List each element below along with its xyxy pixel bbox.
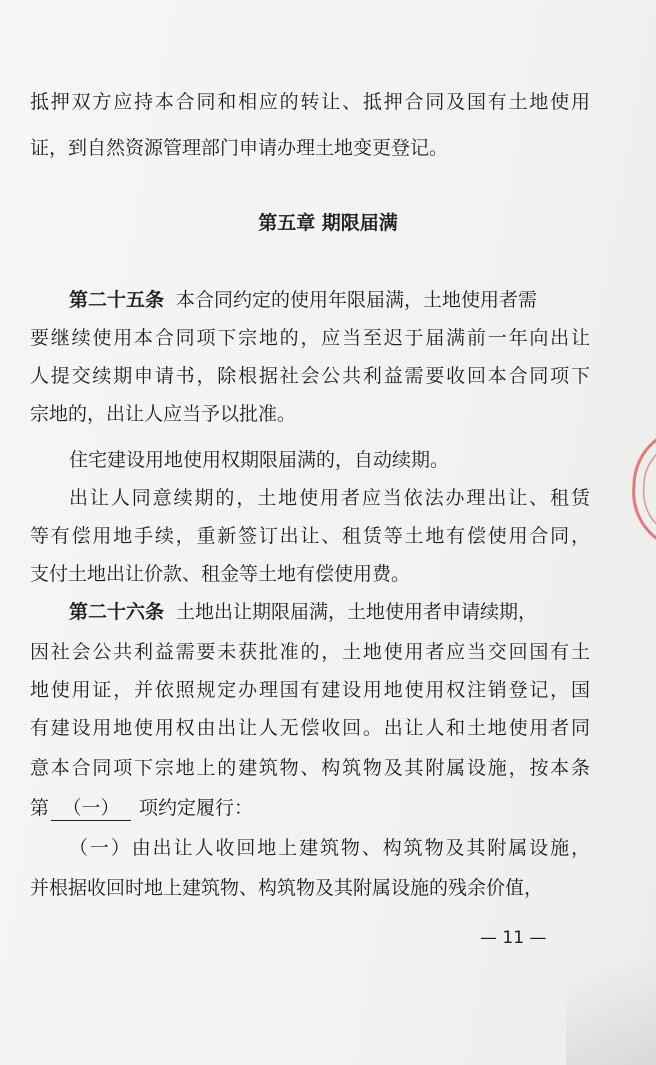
page-number: — 11 — [480,928,547,948]
chapter-title: 第五章 期限届满 [258,212,398,234]
paragraph-line: 意本合同项下宗地上的建筑物、构筑物及其附属设施，按本条 [30,757,590,779]
paragraph-line: 证，到自然资源管理部门申请办理土地变更登记。 [30,137,449,159]
clause-suffix: 项约定履行： [139,797,254,819]
paragraph-line: 出让人同意续期的，土地使用者应当依法办理出让、租赁 [69,487,590,509]
paragraph-line: 等有偿用地手续，重新签订出让、租赁等土地有偿使用合同， [30,525,590,547]
article-26-first-line [69,597,590,627]
option-one-line: （一）由出让人收回地上建筑物、构筑物及其附属设施， [69,837,590,859]
article-25-text: 本合同约定的使用年限届满，土地使用者需 [176,289,538,311]
article-25-label: 第二十五条 [69,289,165,311]
paragraph-line: 宗地的，出让人应当予以批准。 [30,403,297,425]
article-25-first-line [69,285,590,315]
clause-prefix: 第 [30,797,50,819]
paragraph-line: 要继续使用本合同项下宗地的，应当至迟于届满前一年向出让 [30,327,590,349]
option-one-line: 并根据收回时地上建筑物、构筑物及其附属设施的残余价值， [30,877,544,899]
paragraph-line: 抵押双方应持本合同和相应的转让、抵押合同及国有土地使用 [30,91,590,113]
paragraph-line: 人提交续期申请书，除根据社会公共利益需要收回本合同项下 [30,365,590,387]
clause-selection-line [30,793,590,823]
residential-paragraph: 住宅建设用地使用权期限届满的，自动续期。 [69,449,450,471]
article-26-label: 第二十六条 [69,601,165,623]
paragraph-line: 因社会公共利益需要未获批准的，土地使用者应当交回国有土 [30,641,590,663]
paragraph-line: 地使用证，并依照规定办理国有建设用地使用权注销登记，国 [30,679,590,701]
partial-seal-stamp [626,420,656,570]
paragraph-line: 支付土地出让价款、租金等土地有偿使用费。 [30,563,411,585]
article-26-text: 土地出让期限届满，土地使用者申请续期， [176,601,538,623]
paragraph-line: 有建设用地使用权由出让人无偿收回。出让人和土地使用者同 [30,717,590,739]
clause-blank-value: （一） [51,796,131,821]
document-page [30,0,590,1065]
